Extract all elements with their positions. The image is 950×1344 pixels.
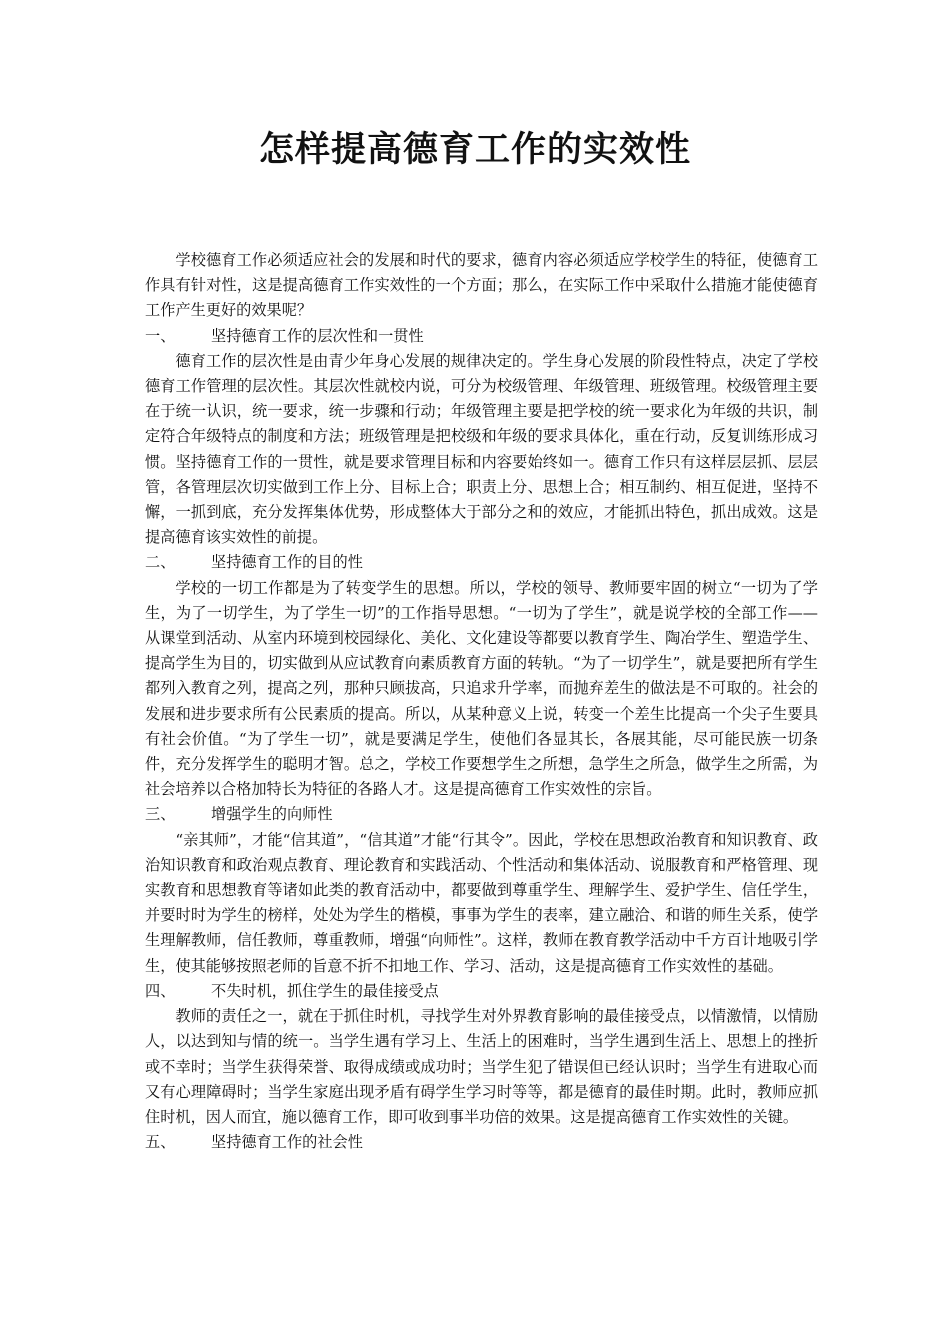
section-heading-text: 不失时机，抓住学生的最佳接受点: [211, 981, 439, 1000]
section-heading-text: 坚持德育工作的社会性: [211, 1133, 363, 1152]
section-heading-2: [145, 550, 818, 575]
section-body-1: 德育工作的层次性是由青少年身心发展的规律决定的。学生身心发展的阶段性特点，决定了学校德育工作管理的层次性。其层次性就校内说，可分为校级管理、年级管理、班级管理。校级管理主要在于统一认识，统一要求，统一步骤和行动；年级管理主要是把学校的统一要求化为年级的共识，制定符合年级特点的制度和方法；班级管理是把校级和年级的要求具体化，重在行动，反复训练形成习惯。坚持德育工作的一贯性，就是要求管理目标和内容要始终如一。德育工作只有这样层层抓、层层管，各管理层次切实做到工作上分、目标上合；职责上分、思想上合；相互制约、相互促进，坚持不懈，一抓到底，充分发挥集体优势，形成整体大于部分之和的效应，才能抓出特色，抓出成效。这是提高德育该实效性的前提。: [145, 351, 818, 547]
section-heading-text: 坚持德育工作的层次性和一贯性: [211, 326, 424, 345]
section-body-3: “亲其师”，才能“信其道”，“信其道”才能“行其令”。因此，学校在思想政治教育和知识教育、政治知识教育和政治观点教育、理论教育和实践活动、个性活动和集体活动、说服教育和严格管理、现实教育和思想教育等诸如此类的教育活动中，都要做到尊重学生、理解学生、爱护学生、信任学生，并要时时为学生的榜样，处处为学生的楷模，事事为学生的表率，建立融洽、和谐的师生关系，使学生理解教师，信任教师，尊重教师，增强“向师性”。这样，教师在教育教学活动中千方百计地吸引学生，使其能够按照老师的旨意不折不扣地工作、学习、活动，这是提高德育工作实效性的基础。: [145, 830, 818, 975]
intro-paragraph: 学校德育工作必须适应社会的发展和时代的要求，德育内容必须适应学校学生的特征，使德育工作具有针对性，这是提高德育工作实效性的一个方面；那么，在实际工作中采取什么措施才能使德育工作产生更好的效果呢？: [145, 251, 818, 320]
document-title: 怎样提高德育工作的实效性: [258, 129, 691, 170]
section-number: 二、: [145, 553, 176, 572]
section-body-2: 学校的一切工作都是为了转变学生的思想。所以，学校的领导、教师要牢固的树立“一切为了学生，为了一切学生，为了学生一切”的工作指导思想。“一切为了学生”，就是说学校的全部工作——从课堂到活动、从室内环境到校园绿化、美化、文化建设等都要以教育学生、陶冶学生、塑造学生、提高学生为目的，切实做到从应试教育向素质教育方面的转轨。“为了一切学生”，就是要把所有学生都列入教育之列，提高之列，那种只顾拔高，只追求升学率，而抛弃差生的做法是不可取的。社会的发展和进步要求所有公民素质的提高。所以，从某种意义上说，转变一个差生比提高一个尖子生要具有社会价值。“为了学生一切”，就是要满足学生，使他们各显其长，各展其能，尽可能民族一切条件，充分发挥学生的聪明才智。总之，学校工作要想学生之所想，急学生之所急，做学生之所需，为社会培养以合格加特长为特征的各路人才。这是提高德育工作实效性的宗旨。: [145, 578, 818, 799]
document-body: [145, 248, 818, 1155]
section-body-4: 教师的责任之一，就在于抓住时机，寻找学生对外界教育影响的最佳接受点，以情激情，以情励人，以达到知与情的统一。当学生遇有学习上、生活上的困难时，当学生遇到生活上、思想上的挫折或不幸时；当学生获得荣誉、取得成绩或成功时；当学生犯了错误但已经认识时；当学生有进取心而又有心理障碍时；当学生家庭出现矛盾有碍学生学习时等等，都是德育的最佳时期。此时，教师应抓住时机，因人而宜，施以德育工作，即可收到事半功倍的效果。这是提高德育工作实效性的关键。: [145, 1007, 818, 1126]
section-heading-text: 增强学生的向师性: [211, 805, 333, 824]
section-number: 一、: [145, 326, 176, 345]
section-number: 五、: [145, 1133, 176, 1152]
section-number: 三、: [145, 805, 176, 824]
section-heading-1: [145, 324, 818, 349]
section-heading-3: [145, 802, 818, 827]
section-heading-5: [145, 1130, 818, 1155]
section-heading-text: 坚持德育工作的目的性: [211, 553, 363, 572]
section-number: 四、: [145, 981, 176, 1000]
section-heading-4: [145, 979, 818, 1004]
